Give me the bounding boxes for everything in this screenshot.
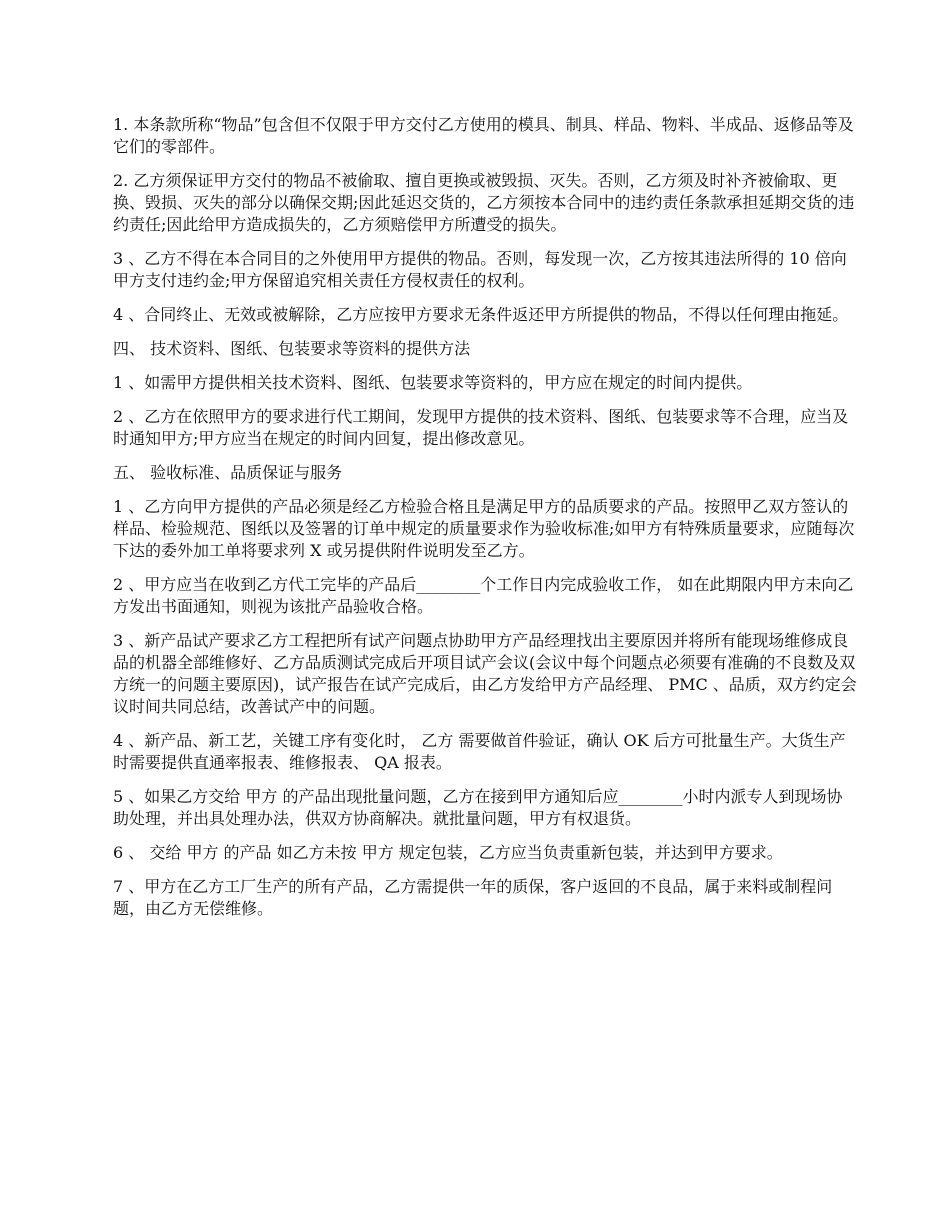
clause-3-goods-usage: 3 、乙方不得在本合同目的之外使用甲方提供的物品。否则，每发现一次，乙方按其违法所得的 10 倍向甲方支付违约金;甲方保留追究相关责任方侵权责任的权利。 (113, 249, 847, 290)
document-body (113, 114, 858, 932)
clause-4-goods-return: 4 、合同终止、无效或被解除，乙方应按甲方要求无条件返还甲方所提供的物品，不得以任何理由拖延。 (113, 305, 849, 324)
section-5-heading: 五、 验收标准、品质保证与服务 (113, 463, 343, 482)
section-5-clause-2: 2 、甲方应当在收到乙方代工完毕的产品后________个工作日内完成验收工作， 如在此期限内甲方未向乙方发出书面通知，则视为该批产品验收合格。 (113, 575, 854, 616)
section-5-clause-1: 1 、乙方向甲方提供的产品必须是经乙方检验合格且是满足甲方的品质要求的产品。按照甲乙双方签认的样品、检验规范、图纸以及签署的订单中规定的质量要求作为验收标准;如甲方有特殊质量要求，应随每次下达的委外加工单将要求列 X 或另提供附件说明发至乙方。 (113, 497, 855, 560)
section-5-clause-4: 4 、新产品、新工艺，关键工序有变化时， 乙方 需要做首件验证，确认 OK 后方可批量生产。大货生产时需要提供直通率报表、维修报表、 QA 报表。 (113, 731, 846, 772)
clause-1-goods-definition: 1. 本条款所称“物品”包含但不仅限于甲方交付乙方使用的模具、制具、样品、物料、半成品、返修品等及它们的零部件。 (113, 115, 854, 156)
clause-2-goods-protection: 2. 乙方须保证甲方交付的物品不被偷取、擅自更换或被毁损、灭失。否则，乙方须及时补齐被偷取、更换、毁损、灭失的部分以确保交期;因此延迟交货的，乙方须按本合同中的违约责任条款承担延期交货的违约责任;因此给甲方造成损失的，乙方须赔偿甲方所遭受的损失。 (113, 171, 855, 234)
section-5-clause-5: 5 、如果乙方交给 甲方 的产品出现批量问题，乙方在接到甲方通知后应________小时内派专人到现场协助处理，并出具处理办法，供双方协商解决。就批量问题，甲方有权退货。 (113, 787, 843, 828)
section-4-heading: 四、 技术资料、图纸、包装要求等资料的提供方法 (113, 339, 471, 358)
section-5-clause-6: 6 、 交给 甲方 的产品 如乙方未按 甲方 规定包装，乙方应当负责重新包装，并达到甲方要求。 (113, 843, 783, 862)
section-5-clause-7: 7 、甲方在乙方工厂生产的所有产品，乙方需提供一年的质保，客户返回的不良品，属于来料或制程问题，由乙方无偿维修。 (113, 877, 833, 918)
section-4-clause-2: 2 、乙方在依照甲方的要求进行代工期间，发现甲方提供的技术资料、图纸、包装要求等不合理，应当及时通知甲方;甲方应当在规定的时间内回复，提出修改意见。 (113, 407, 849, 448)
section-4-clause-1: 1 、如需甲方提供相关技术资料、图纸、包装要求等资料的，甲方应在规定的时间内提供。 (113, 373, 753, 392)
section-5-clause-3: 3 、新产品试产要求乙方工程把所有试产问题点协助甲方产品经理找出主要原因并将所有能现场维修成良品的机器全部维修好、乙方品质测试完成后开项目试产会议(会议中每个问题点必须要有准确的不良数及双方统一的问题主要原因)，试产报告在试产完成后，由乙方发给甲方产品经理、 PMC 、品质，双方约定会议时间共同总结，改善试产中的问题。 (113, 631, 857, 716)
